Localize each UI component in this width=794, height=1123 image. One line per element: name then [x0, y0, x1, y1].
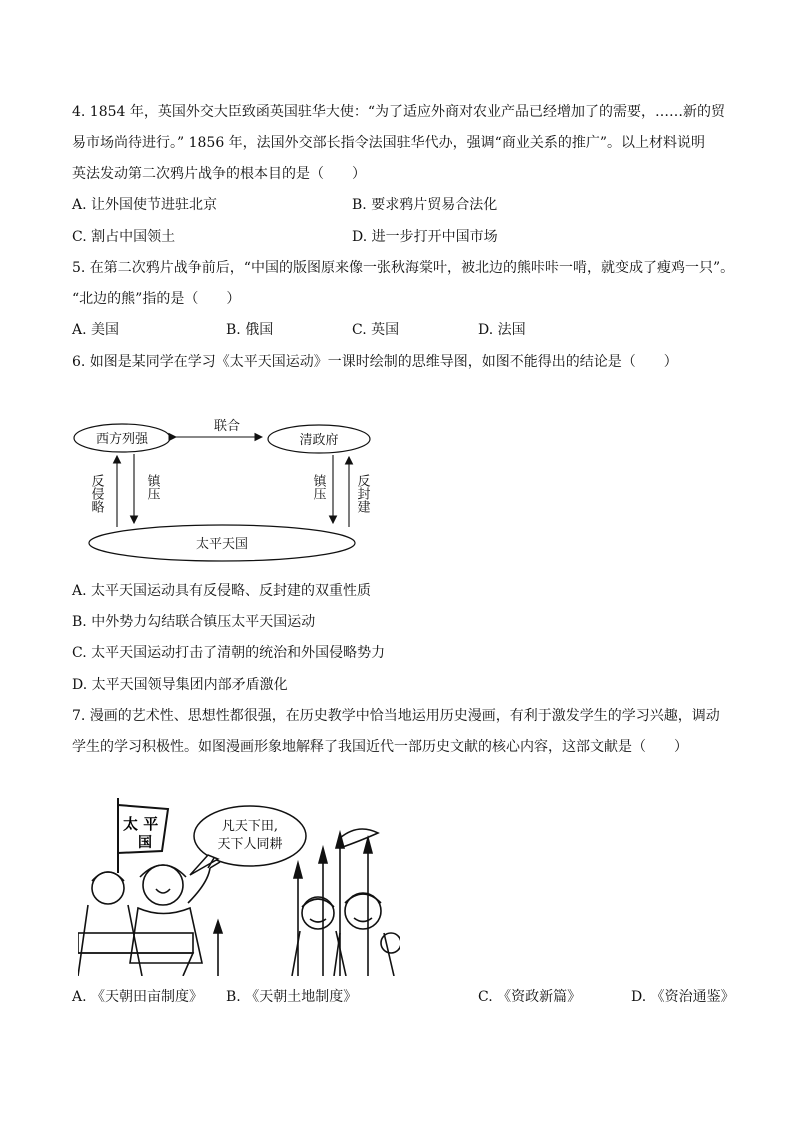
west-powers-label: 西方列强 [95, 432, 149, 447]
q5-option-c[interactable]: C. 英国 [352, 322, 400, 338]
q4-stem-line1: 4. 1854 年，英国外交大臣致函英国驻华大使：“为了适应外商对农业产品已经增加了的需要，……新的贸 [72, 104, 726, 120]
q6-option-d[interactable]: D. 太平天国领导集团内部矛盾激化 [72, 677, 288, 693]
q6-option-c[interactable]: C. 太平天国运动打击了清朝的统治和外国侵略势力 [72, 645, 386, 661]
q7-option-c[interactable]: C. 《资政新篇》 [478, 989, 582, 1005]
q7-option-b[interactable]: B. 《天朝土地制度》 [226, 989, 358, 1005]
taiping-label: 太平天国 [195, 537, 249, 552]
q4-option-d[interactable]: D. 进一步打开中国市场 [352, 229, 498, 245]
bubble-line1: 凡天下田, [221, 819, 279, 834]
q5-option-d[interactable]: D. 法国 [478, 322, 526, 338]
taiping-cartoon [78, 793, 400, 976]
mind-map-diagram [72, 400, 372, 570]
q4-stem-line3: 英法发动第二次鸦片战争的根本目的是（ ） [72, 166, 366, 182]
bubble-line2: 天下人同耕 [217, 837, 283, 852]
west-suppress-label: 镇压 [144, 474, 160, 500]
q6-stem-line1: 6. 如图是某同学在学习《太平天国运动》一课时绘制的思维导图，如图不能得出的结论是（ ） [72, 354, 678, 370]
q7-option-a[interactable]: A. 《天朝田亩制度》 [72, 989, 204, 1005]
q5-option-a[interactable]: A. 美国 [72, 322, 120, 338]
q4-option-b[interactable]: B. 要求鸦片贸易合法化 [352, 197, 498, 213]
q5-stem-line2: “北边的熊”指的是（ ） [72, 291, 241, 307]
svg-text:太 平: 太 平 [123, 815, 159, 833]
svg-text:国: 国 [138, 835, 152, 851]
q5-option-b[interactable]: B. 俄国 [226, 322, 274, 338]
q4-option-c[interactable]: C. 割占中国领土 [72, 229, 176, 245]
q6-option-a[interactable]: A. 太平天国运动具有反侵略、反封建的双重性质 [72, 583, 372, 599]
q7-option-d[interactable]: D. 《资治通鉴》 [631, 989, 735, 1005]
qing-government-label: 清政府 [299, 433, 339, 448]
anti-aggression-label: 反侵略 [88, 474, 104, 513]
qing-suppress-label: 镇压 [310, 474, 326, 500]
alliance-label: 联合 [213, 419, 241, 434]
q6-option-b[interactable]: B. 中外势力勾结联合镇压太平天国运动 [72, 614, 316, 630]
q7-stem-line2: 学生的学习积极性。如图漫画形象地解释了我国近代一部历史文献的核心内容，这部文献是（ ） [72, 739, 688, 755]
anti-feudal-label: 反封建 [354, 474, 370, 513]
q4-option-a[interactable]: A. 让外国使节进驻北京 [72, 197, 218, 213]
q7-stem-line1: 7. 漫画的艺术性、思想性都很强，在历史教学中恰当地运用历史漫画，有利于激发学生的学习兴趣，调动 [72, 708, 720, 724]
q5-stem-line1: 5. 在第二次鸦片战争前后，“中国的版图原来像一张秋海棠叶，被北边的熊咔咔一啃，就变成了瘦鸡一只”。 [72, 260, 735, 276]
q4-stem-line2: 易市场尚待进行。” 1856 年，法国外交部长指令法国驻华代办，强调“商业关系的推广”。以上材料说明 [72, 135, 705, 151]
